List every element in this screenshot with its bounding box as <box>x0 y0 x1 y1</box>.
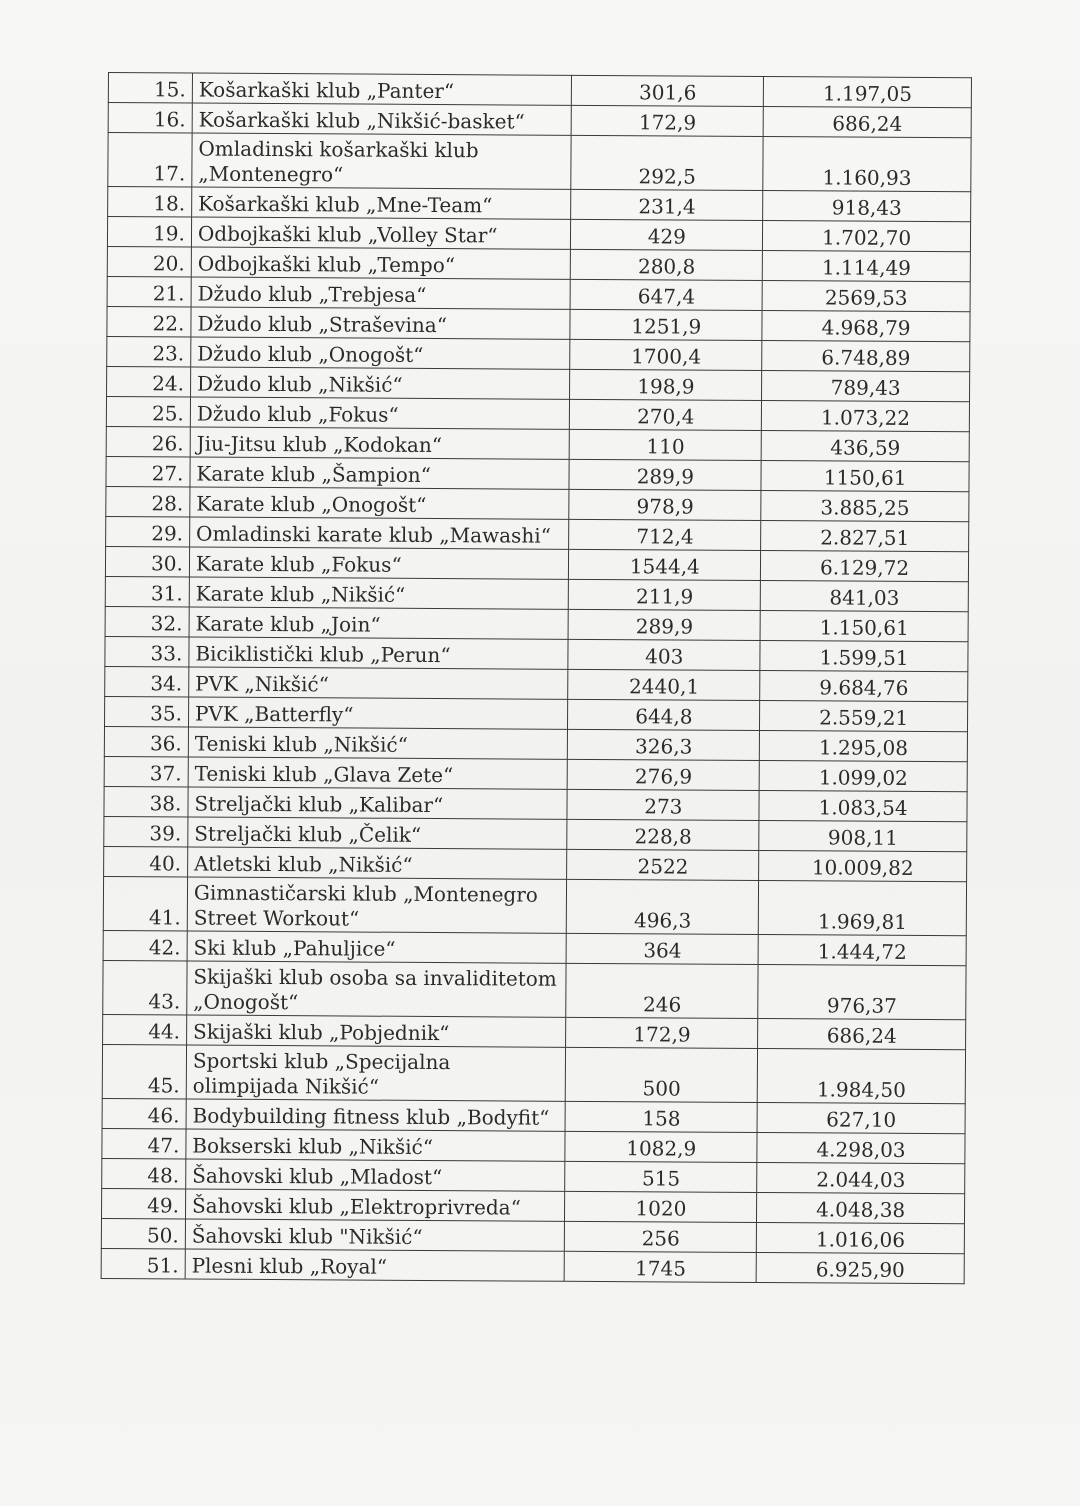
value-1: 246 <box>566 963 758 1018</box>
value-2: 2.827,51 <box>761 520 969 551</box>
value-1: 256 <box>565 1221 757 1252</box>
value-1: 429 <box>571 219 763 250</box>
value-1: 1700,4 <box>570 339 762 370</box>
value-2: 3.885,25 <box>761 490 969 521</box>
club-name: Skijaški klub „Pobjednik“ <box>186 1015 566 1047</box>
value-1: 712,4 <box>569 519 761 550</box>
value-2: 1.197,05 <box>764 77 972 108</box>
value-1: 326,3 <box>568 729 760 760</box>
row-number: 41. <box>103 876 187 931</box>
value-2: 1.099,02 <box>759 760 967 791</box>
club-name: Džudo klub „Straševina“ <box>191 307 571 339</box>
club-name: Teniski klub „Glava Zete“ <box>188 757 568 789</box>
value-2: 627,10 <box>757 1102 965 1133</box>
table-row <box>108 103 971 138</box>
row-number: 19. <box>107 217 191 248</box>
club-name: Šahovski klub "Nikšić“ <box>185 1219 565 1251</box>
value-1: 172,9 <box>572 105 764 136</box>
row-number: 27. <box>106 456 190 487</box>
value-1: 1544,4 <box>569 549 761 580</box>
table-row <box>106 516 969 551</box>
row-number: 25. <box>106 396 190 427</box>
value-2: 436,59 <box>761 430 969 461</box>
value-1: 1020 <box>565 1191 757 1222</box>
value-1: 110 <box>570 429 762 460</box>
value-1: 228,8 <box>567 819 759 850</box>
table-row <box>102 1098 965 1133</box>
club-name: Šahovski klub „Mladost“ <box>186 1159 566 1191</box>
row-number: 44. <box>103 1014 187 1045</box>
table-row <box>106 426 969 461</box>
table-row <box>107 306 970 341</box>
value-1: 2522 <box>567 849 759 880</box>
table-row <box>108 133 971 192</box>
club-name: Karate klub „Onogošt“ <box>190 487 570 519</box>
value-1: 644,8 <box>568 699 760 730</box>
row-number: 36. <box>104 726 188 757</box>
club-name: Teniski klub „Nikšić“ <box>188 727 568 759</box>
table-row <box>103 1014 966 1049</box>
value-2: 6.129,72 <box>761 550 969 581</box>
table-row <box>107 336 970 371</box>
club-name: Streljački klub „Čelik“ <box>188 817 568 849</box>
value-1: 292,5 <box>571 135 763 190</box>
club-name: Plesni klub „Royal“ <box>185 1249 565 1281</box>
row-number: 40. <box>104 846 188 877</box>
row-number: 38. <box>104 786 188 817</box>
value-1: 276,9 <box>568 759 760 790</box>
table-row <box>107 246 970 281</box>
value-1: 270,4 <box>570 399 762 430</box>
value-2: 1.295,08 <box>760 730 968 761</box>
club-name: Gimnastičarski klub „Montenegro Street Workout“ <box>187 877 567 933</box>
row-number: 42. <box>103 930 187 961</box>
value-1: 211,9 <box>569 579 761 610</box>
value-1: 158 <box>566 1101 758 1132</box>
club-name: Streljački klub „Kalibar“ <box>188 787 568 819</box>
value-2: 1.984,50 <box>757 1048 965 1103</box>
value-2: 4.298,03 <box>757 1132 965 1163</box>
club-name: Košarkaški klub „Panter“ <box>192 73 572 105</box>
row-number: 50. <box>101 1218 185 1249</box>
table-row <box>104 816 967 851</box>
table-row <box>105 606 968 641</box>
value-2: 1.016,06 <box>757 1222 965 1253</box>
value-2: 1.702,70 <box>763 221 971 252</box>
table-row <box>106 396 969 431</box>
value-1: 1745 <box>565 1251 757 1282</box>
club-name: Košarkaški klub „Mne-Team“ <box>192 187 572 219</box>
club-name: Bodybuilding fitness klub „Bodyfit“ <box>186 1099 566 1131</box>
row-number: 51. <box>101 1248 185 1279</box>
value-1: 647,4 <box>571 279 763 310</box>
club-name: Ski klub „Pahuljice“ <box>187 931 567 963</box>
value-2: 1.114,49 <box>762 251 970 282</box>
value-2: 6.748,89 <box>762 341 970 372</box>
value-2: 1.969,81 <box>758 880 966 935</box>
row-number: 28. <box>106 486 190 517</box>
value-1: 289,9 <box>569 459 761 490</box>
value-2: 686,24 <box>758 1018 966 1049</box>
value-1: 198,9 <box>570 369 762 400</box>
row-number: 33. <box>105 636 189 667</box>
table-row <box>102 1128 965 1163</box>
value-2: 1.444,72 <box>758 934 966 965</box>
club-name: Odbojkaški klub „Tempo“ <box>191 247 571 279</box>
value-2: 1.599,51 <box>760 640 968 671</box>
table-body <box>101 73 971 1284</box>
table-row <box>107 276 970 311</box>
value-1: 496,3 <box>567 879 759 934</box>
table-row <box>103 876 966 935</box>
table-row <box>104 726 967 761</box>
club-name: Sportski klub „Specijalna olimpijada Nikšić“ <box>186 1045 566 1101</box>
value-1: 172,9 <box>566 1017 758 1048</box>
club-name: PVK „Nikšić“ <box>189 667 569 699</box>
table-row <box>104 846 967 881</box>
value-2: 1.160,93 <box>763 137 971 192</box>
row-number: 47. <box>102 1128 186 1159</box>
table-row <box>107 366 970 401</box>
value-1: 364 <box>567 933 759 964</box>
row-number: 48. <box>102 1158 186 1189</box>
club-name: PVK „Batterfly“ <box>188 697 568 729</box>
club-name: Karate klub „Fokus“ <box>189 547 569 579</box>
row-number: 16. <box>108 103 192 134</box>
value-1: 515 <box>565 1161 757 1192</box>
value-1: 500 <box>566 1047 758 1102</box>
table-row <box>101 1248 964 1283</box>
value-2: 1150,61 <box>761 460 969 491</box>
value-2: 1.073,22 <box>762 400 970 431</box>
value-2: 686,24 <box>763 107 971 138</box>
club-name: Džudo klub „Nikšić“ <box>190 367 570 399</box>
table-row <box>103 930 966 965</box>
row-number: 18. <box>108 187 192 218</box>
club-name: Omladinski karate klub „Mawashi“ <box>190 517 570 549</box>
club-name: Karate klub „Nikšić“ <box>189 577 569 609</box>
value-2: 9.684,76 <box>760 670 968 701</box>
table-row <box>105 696 968 731</box>
row-number: 31. <box>105 576 189 607</box>
row-number: 17. <box>108 133 192 188</box>
value-2: 918,43 <box>763 191 971 222</box>
value-2: 2569,53 <box>762 281 970 312</box>
value-2: 908,11 <box>759 820 967 851</box>
value-1: 289,9 <box>569 609 761 640</box>
value-2: 1.083,54 <box>759 790 967 821</box>
value-1: 273 <box>567 789 759 820</box>
row-number: 29. <box>106 516 190 547</box>
row-number: 45. <box>102 1044 186 1099</box>
row-number: 24. <box>107 366 191 397</box>
table-row <box>107 217 970 252</box>
value-1: 978,9 <box>569 489 761 520</box>
value-2: 841,03 <box>760 580 968 611</box>
club-name: Atletski klub „Nikšić“ <box>187 847 567 879</box>
row-number: 39. <box>104 816 188 847</box>
table-row <box>103 960 966 1019</box>
row-number: 32. <box>105 606 189 637</box>
value-2: 10.009,82 <box>759 850 967 881</box>
row-number: 15. <box>108 73 192 104</box>
row-number: 20. <box>107 246 191 277</box>
club-name: Košarkaški klub „Nikšić-basket“ <box>192 103 572 135</box>
club-name: Skijaški klub osoba sa invaliditetom „Onogošt“ <box>187 961 567 1017</box>
value-1: 301,6 <box>572 75 764 106</box>
club-name: Karate klub „Join“ <box>189 607 569 639</box>
value-2: 976,37 <box>758 964 966 1019</box>
table-row <box>105 576 968 611</box>
row-number: 34. <box>105 666 189 697</box>
value-2: 2.044,03 <box>757 1162 965 1193</box>
clubs-table <box>101 72 972 1284</box>
value-2: 6.925,90 <box>756 1252 964 1283</box>
row-number: 23. <box>107 336 191 367</box>
row-number: 35. <box>105 696 189 727</box>
value-1: 1082,9 <box>565 1131 757 1162</box>
value-2: 789,43 <box>762 370 970 401</box>
table-row <box>104 756 967 791</box>
club-name: Odbojkaški klub „Volley Star“ <box>191 217 571 249</box>
row-number: 26. <box>106 426 190 457</box>
club-name: Šahovski klub „Elektroprivreda“ <box>185 1189 565 1221</box>
row-number: 43. <box>103 960 187 1015</box>
table-row <box>108 187 971 222</box>
row-number: 30. <box>105 546 189 577</box>
table-row <box>101 1188 964 1223</box>
club-name: Biciklistički klub „Perun“ <box>189 637 569 669</box>
value-2: 4.048,38 <box>757 1192 965 1223</box>
table-row <box>106 486 969 521</box>
club-name: Bokserski klub „Nikšić“ <box>186 1129 566 1161</box>
value-1: 403 <box>568 639 760 670</box>
value-2: 1.150,61 <box>760 610 968 641</box>
club-name: Džudo klub „Onogošt“ <box>191 337 571 369</box>
club-name: Karate klub „Šampion“ <box>190 457 570 489</box>
table-row <box>102 1044 965 1103</box>
table-row <box>105 546 968 581</box>
value-1: 1251,9 <box>570 309 762 340</box>
club-name: Džudo klub „Fokus“ <box>190 397 570 429</box>
row-number: 49. <box>101 1188 185 1219</box>
value-1: 231,4 <box>571 189 763 220</box>
table-row <box>101 1218 964 1253</box>
value-2: 2.559,21 <box>760 700 968 731</box>
table-row <box>108 73 971 108</box>
table-row <box>106 456 969 491</box>
row-number: 37. <box>104 756 188 787</box>
row-number: 21. <box>107 276 191 307</box>
table-row <box>102 1158 965 1193</box>
value-1: 280,8 <box>571 249 763 280</box>
table-row <box>104 786 967 821</box>
club-name: Jiu-Jitsu klub „Kodokan“ <box>190 427 570 459</box>
club-name: Omladinski košarkaški klub „Montenegro“ <box>192 133 572 189</box>
value-2: 4.968,79 <box>762 311 970 342</box>
row-number: 46. <box>102 1098 186 1129</box>
club-name: Džudo klub „Trebjesa“ <box>191 277 571 309</box>
table-row <box>105 666 968 701</box>
value-1: 2440,1 <box>568 669 760 700</box>
row-number: 22. <box>107 306 191 337</box>
table-row <box>105 636 968 671</box>
